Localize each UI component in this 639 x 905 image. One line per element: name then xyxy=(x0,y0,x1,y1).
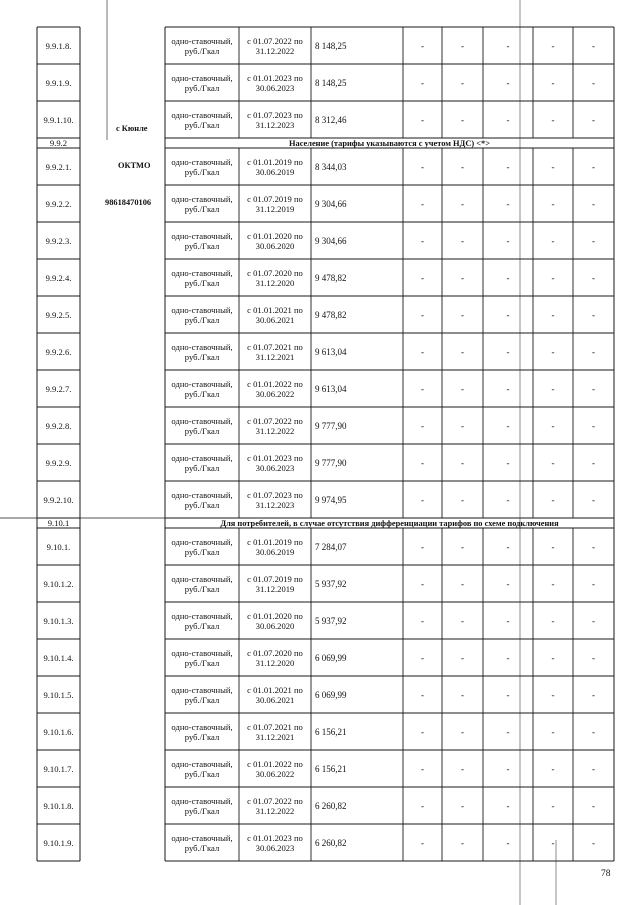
empty-cell-dash: - xyxy=(461,383,464,394)
row-code: 9.9.1.8. xyxy=(45,40,72,51)
tariff-value: 9 613,04 xyxy=(315,346,347,357)
empty-cell-dash: - xyxy=(592,837,595,848)
tariff-value: 6 156,21 xyxy=(315,763,347,774)
empty-cell-dash: - xyxy=(551,40,555,51)
empty-cell-dash: - xyxy=(421,541,424,552)
empty-cell-dash: - xyxy=(421,77,424,88)
row-code: 9.9.2.7. xyxy=(45,383,72,394)
row-code: 9.10.1.9. xyxy=(43,837,74,848)
tariff-period: с 01.07.2019 по 31.12.2019 xyxy=(247,573,303,594)
empty-cell-dash: - xyxy=(421,272,424,283)
tariff-period: с 01.07.2023 по 31.12.2023 xyxy=(247,109,303,130)
tariff-type: одно-ставочный, руб./Гкал xyxy=(171,378,233,399)
empty-cell-dash: - xyxy=(592,161,595,172)
row-code: 9.10.1.2. xyxy=(43,578,74,589)
tariff-period: с 01.01.2019 по 30.06.2019 xyxy=(247,156,303,177)
empty-cell-dash: - xyxy=(506,689,510,700)
tariff-period: с 01.01.2022 по 30.06.2022 xyxy=(247,378,303,399)
tariff-value: 8 148,25 xyxy=(315,77,347,88)
empty-cell-dash: - xyxy=(461,114,464,125)
tariff-type: одно-ставочный, руб./Гкал xyxy=(171,193,233,214)
tariff-value: 6 069,99 xyxy=(315,689,347,700)
empty-cell-dash: - xyxy=(421,235,424,246)
tariff-value: 9 974,95 xyxy=(315,494,347,505)
empty-cell-dash: - xyxy=(421,309,424,320)
empty-cell-dash: - xyxy=(506,272,510,283)
oktmo-code: 98618470106 xyxy=(105,198,152,207)
tariff-value: 5 937,92 xyxy=(315,578,347,589)
tariff-value: 8 344,03 xyxy=(315,161,347,172)
tariff-value: 9 777,90 xyxy=(315,420,347,431)
tariff-type: одно-ставочный, руб./Гкал xyxy=(171,341,233,362)
row-code: 9.9.2.3. xyxy=(45,235,72,246)
empty-cell-dash: - xyxy=(551,615,555,626)
row-code: 9.10.1.7. xyxy=(43,763,74,774)
row-code: 9.9.2.6. xyxy=(45,346,72,357)
empty-cell-dash: - xyxy=(592,494,595,505)
empty-cell-dash: - xyxy=(461,652,464,663)
tariff-period: с 01.07.2020 по 31.12.2020 xyxy=(247,647,303,668)
tariff-type: одно-ставочный, руб./Гкал xyxy=(171,35,233,56)
empty-cell-dash: - xyxy=(506,763,510,774)
tariff-period: с 01.07.2020 по 31.12.2020 xyxy=(247,267,303,288)
empty-cell-dash: - xyxy=(551,726,555,737)
empty-cell-dash: - xyxy=(506,161,510,172)
row-code: 9.10.1.3. xyxy=(43,615,74,626)
row-code: 9.9.1.10. xyxy=(43,114,74,125)
empty-cell-dash: - xyxy=(592,652,595,663)
tariff-value: 6 260,82 xyxy=(315,800,347,811)
empty-cell-dash: - xyxy=(461,309,464,320)
tariff-type: одно-ставочный, руб./Гкал xyxy=(171,684,233,705)
empty-cell-dash: - xyxy=(421,494,424,505)
tariff-period: с 01.01.2020 по 30.06.2020 xyxy=(247,230,303,251)
empty-cell-dash: - xyxy=(461,77,464,88)
empty-cell-dash: - xyxy=(551,457,555,468)
empty-cell-dash: - xyxy=(421,457,424,468)
empty-cell-dash: - xyxy=(551,494,555,505)
row-code: 9.9.2.10. xyxy=(43,494,74,505)
tariff-value: 6 069,99 xyxy=(315,652,347,663)
empty-cell-dash: - xyxy=(421,578,424,589)
empty-cell-dash: - xyxy=(592,578,595,589)
empty-cell-dash: - xyxy=(551,235,555,246)
empty-cell-dash: - xyxy=(506,235,510,246)
tariff-period: с 01.07.2019 по 31.12.2019 xyxy=(247,193,303,214)
tariff-type: одно-ставочный, руб./Гкал xyxy=(171,230,233,251)
tariff-value: 6 156,21 xyxy=(315,726,347,737)
tariff-type: одно-ставочный, руб./Гкал xyxy=(171,304,233,325)
empty-cell-dash: - xyxy=(592,235,595,246)
empty-cell-dash: - xyxy=(421,726,424,737)
empty-cell-dash: - xyxy=(592,309,595,320)
empty-cell-dash: - xyxy=(592,40,595,51)
row-code: 9.9.2.8. xyxy=(45,420,72,431)
tariff-value: 8 148,25 xyxy=(315,40,347,51)
row-code: 9.9.2.5. xyxy=(45,309,72,320)
tariff-value: 5 937,92 xyxy=(315,615,347,626)
empty-cell-dash: - xyxy=(461,235,464,246)
empty-cell-dash: - xyxy=(592,383,595,394)
empty-cell-dash: - xyxy=(506,457,510,468)
empty-cell-dash: - xyxy=(551,309,555,320)
empty-cell-dash: - xyxy=(506,309,510,320)
empty-cell-dash: - xyxy=(506,198,510,209)
empty-cell-dash: - xyxy=(551,114,555,125)
empty-cell-dash: - xyxy=(461,541,464,552)
empty-cell-dash: - xyxy=(461,689,464,700)
empty-cell-dash: - xyxy=(461,346,464,357)
tariff-value: 9 304,66 xyxy=(315,198,347,209)
row-code: 9.10.1. xyxy=(46,541,71,552)
tariff-period: с 01.07.2022 по 31.12.2022 xyxy=(247,795,303,816)
empty-cell-dash: - xyxy=(592,346,595,357)
tariff-period: с 01.01.2023 по 30.06.2023 xyxy=(247,72,303,93)
empty-cell-dash: - xyxy=(421,615,424,626)
tariff-value: 7 284,07 xyxy=(315,541,347,552)
row-code: 9.10.1.8. xyxy=(43,800,74,811)
empty-cell-dash: - xyxy=(551,77,555,88)
row-code: 9.9.2.9. xyxy=(45,457,72,468)
tariff-value: 6 260,82 xyxy=(315,837,347,848)
row-code: 9.10.1.5. xyxy=(43,689,74,700)
empty-cell-dash: - xyxy=(592,689,595,700)
tariff-value: 9 478,82 xyxy=(315,309,347,320)
empty-cell-dash: - xyxy=(421,346,424,357)
empty-cell-dash: - xyxy=(551,272,555,283)
empty-cell-dash: - xyxy=(506,800,510,811)
section-code: 9.10.1 xyxy=(47,518,70,528)
empty-cell-dash: - xyxy=(421,652,424,663)
tariff-period: с 01.01.2021 по 30.06.2021 xyxy=(247,304,303,325)
empty-cell-dash: - xyxy=(461,763,464,774)
empty-cell-dash: - xyxy=(421,420,424,431)
empty-cell-dash: - xyxy=(421,800,424,811)
empty-cell-dash: - xyxy=(506,578,510,589)
tariff-period: с 01.07.2021 по 31.12.2021 xyxy=(247,721,303,742)
empty-cell-dash: - xyxy=(461,615,464,626)
tariff-value: 9 613,04 xyxy=(315,383,347,394)
tariff-period: с 01.01.2021 по 30.06.2021 xyxy=(247,684,303,705)
tariff-type: одно-ставочный, руб./Гкал xyxy=(171,647,233,668)
tariff-type: одно-ставочный, руб./Гкал xyxy=(171,795,233,816)
empty-cell-dash: - xyxy=(461,161,464,172)
tariff-type: одно-ставочный, руб./Гкал xyxy=(171,536,233,557)
empty-cell-dash: - xyxy=(461,272,464,283)
tariff-type: одно-ставочный, руб./Гкал xyxy=(171,72,233,93)
tariff-value: 9 478,82 xyxy=(315,272,347,283)
row-code: 9.10.1.6. xyxy=(43,726,74,737)
tariff-period: с 01.07.2022 по 31.12.2022 xyxy=(247,415,303,436)
page-number: 78 xyxy=(601,869,611,879)
tariff-type: одно-ставочный, руб./Гкал xyxy=(171,573,233,594)
empty-cell-dash: - xyxy=(461,800,464,811)
empty-cell-dash: - xyxy=(506,40,510,51)
empty-cell-dash: - xyxy=(592,615,595,626)
empty-cell-dash: - xyxy=(461,578,464,589)
empty-cell-dash: - xyxy=(506,114,510,125)
empty-cell-dash: - xyxy=(551,652,555,663)
empty-cell-dash: - xyxy=(461,40,464,51)
tariff-period: с 01.01.2022 по 30.06.2022 xyxy=(247,758,303,779)
empty-cell-dash: - xyxy=(421,161,424,172)
empty-cell-dash: - xyxy=(421,763,424,774)
tariff-period: с 01.01.2019 по 30.06.2019 xyxy=(247,536,303,557)
tariff-type: одно-ставочный, руб./Гкал xyxy=(171,832,233,853)
tariff-period: с 01.07.2022 по 31.12.2022 xyxy=(247,35,303,56)
empty-cell-dash: - xyxy=(551,578,555,589)
empty-cell-dash: - xyxy=(551,541,555,552)
tariff-type: одно-ставочный, руб./Гкал xyxy=(171,758,233,779)
row-code: 9.9.1.9. xyxy=(45,77,72,88)
tariff-type: одно-ставочный, руб./Гкал xyxy=(171,156,233,177)
empty-cell-dash: - xyxy=(506,383,510,394)
empty-cell-dash: - xyxy=(506,615,510,626)
empty-cell-dash: - xyxy=(592,77,595,88)
tariff-value: 9 304,66 xyxy=(315,235,347,246)
empty-cell-dash: - xyxy=(506,346,510,357)
empty-cell-dash: - xyxy=(461,198,464,209)
tariff-type: одно-ставочный, руб./Гкал xyxy=(171,267,233,288)
empty-cell-dash: - xyxy=(506,77,510,88)
empty-cell-dash: - xyxy=(592,763,595,774)
section-header: Население (тарифы указываются с учетом НДС) <*> xyxy=(289,138,490,148)
settlement-label: с Кюнле xyxy=(116,124,148,133)
empty-cell-dash: - xyxy=(551,161,555,172)
empty-cell-dash: - xyxy=(421,40,424,51)
empty-cell-dash: - xyxy=(551,198,555,209)
empty-cell-dash: - xyxy=(592,272,595,283)
empty-cell-dash: - xyxy=(551,346,555,357)
empty-cell-dash: - xyxy=(551,383,555,394)
empty-cell-dash: - xyxy=(506,420,510,431)
tariff-type: одно-ставочный, руб./Гкал xyxy=(171,721,233,742)
empty-cell-dash: - xyxy=(461,420,464,431)
row-code: 9.9.2.2. xyxy=(45,198,72,209)
empty-cell-dash: - xyxy=(551,420,555,431)
empty-cell-dash: - xyxy=(461,837,464,848)
empty-cell-dash: - xyxy=(592,541,595,552)
empty-cell-dash: - xyxy=(461,457,464,468)
empty-cell-dash: - xyxy=(592,457,595,468)
empty-cell-dash: - xyxy=(551,800,555,811)
empty-cell-dash: - xyxy=(506,726,510,737)
row-code: 9.9.2.4. xyxy=(45,272,72,283)
empty-cell-dash: - xyxy=(421,383,424,394)
empty-cell-dash: - xyxy=(551,837,555,848)
tariff-type: одно-ставочный, руб./Гкал xyxy=(171,489,233,510)
section-header: Для потребителей, в случае отсутствия дифференциации тарифов по схеме подключения xyxy=(220,518,559,528)
empty-cell-dash: - xyxy=(592,198,595,209)
tariff-period: с 01.01.2023 по 30.06.2023 xyxy=(247,452,303,473)
empty-cell-dash: - xyxy=(592,114,595,125)
tariff-value: 9 777,90 xyxy=(315,457,347,468)
row-code: 9.10.1.4. xyxy=(43,652,74,663)
tariff-period: с 01.07.2023 по 31.12.2023 xyxy=(247,489,303,510)
empty-cell-dash: - xyxy=(551,763,555,774)
empty-cell-dash: - xyxy=(506,541,510,552)
empty-cell-dash: - xyxy=(461,494,464,505)
tariff-type: одно-ставочный, руб./Гкал xyxy=(171,610,233,631)
tariff-type: одно-ставочный, руб./Гкал xyxy=(171,109,233,130)
oktmo-label: ОКТМО xyxy=(118,161,151,170)
empty-cell-dash: - xyxy=(506,837,510,848)
tariff-period: с 01.07.2021 по 31.12.2021 xyxy=(247,341,303,362)
empty-cell-dash: - xyxy=(506,494,510,505)
empty-cell-dash: - xyxy=(592,726,595,737)
empty-cell-dash: - xyxy=(592,800,595,811)
row-code: 9.9.2.1. xyxy=(45,161,72,172)
empty-cell-dash: - xyxy=(421,114,424,125)
tariff-period: с 01.01.2023 по 30.06.2023 xyxy=(247,832,303,853)
empty-cell-dash: - xyxy=(551,689,555,700)
tariff-period: с 01.01.2020 по 30.06.2020 xyxy=(247,610,303,631)
tariff-type: одно-ставочный, руб./Гкал xyxy=(171,415,233,436)
empty-cell-dash: - xyxy=(461,726,464,737)
empty-cell-dash: - xyxy=(421,837,424,848)
tariff-value: 8 312,46 xyxy=(315,114,347,125)
empty-cell-dash: - xyxy=(506,652,510,663)
tariff-type: одно-ставочный, руб./Гкал xyxy=(171,452,233,473)
empty-cell-dash: - xyxy=(421,689,424,700)
empty-cell-dash: - xyxy=(592,420,595,431)
empty-cell-dash: - xyxy=(421,198,424,209)
section-code: 9.9.2 xyxy=(49,138,68,148)
